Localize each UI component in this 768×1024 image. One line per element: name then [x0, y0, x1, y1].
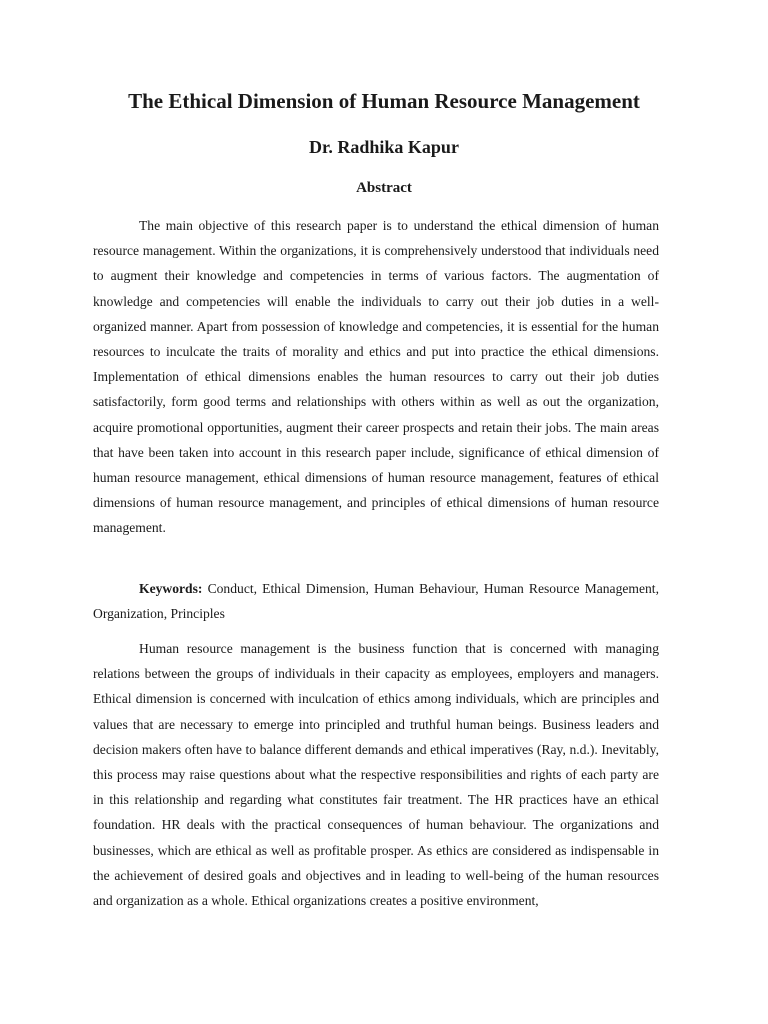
keywords-label: Keywords: — [139, 581, 203, 596]
abstract-paragraph: The main objective of this research paper is to understand the ethical dimension of human resource management. Within the organizations, it is comprehensively understood that individuals need to augment their knowledge and competencies in terms of various factors. The augmentation of knowledge and competencies will enable the individuals to carry out their job duties in a well-organized manner. Apart from possession of knowledge and competencies, it is essential for the human resources to inculcate the traits of morality and ethics and put into practice the ethical dimensions. Implementation of ethical dimensions enables the human resources to carry out their job duties satisfactorily, form good terms and relationships with others within as well as out the organization, acquire promotional opportunities, augment their career prospects and retain their jobs. The main areas that have been taken into account in this research paper include, significance of ethical dimension of human resource management, ethical dimensions of human resource management, features of ethical dimensions of human resource management, and principles of ethical dimensions of human resource management. — [93, 218, 659, 536]
body-paragraph: Human resource management is the business function that is concerned with managing relations between the groups of individuals in their capacity as employees, employers and managers. Ethical dimension is concerned with inculcation of ethics among individuals, which are principles and values that are necessary to emerge into principled and truthful human beings. Business leaders and decision makers often have to balance different demands and ethical imperatives (Ray, n.d.). Inevitably, this process may raise questions about what the respective responsibilities and rights of each party are in this relationship and regarding what constitutes fair treatment. The HR practices have an ethical foundation. HR deals with the practical consequences of human behaviour. The organizations and businesses, which are ethical as well as profitable prosper. As ethics are considered as indispensable in the achievement of desired goals and objectives and in leading to well-being of the human resources and organization as a whole. Ethical organizations creates a positive environment, — [93, 641, 659, 909]
keywords-paragraph — [93, 576, 659, 626]
keywords-list: Conduct, Ethical Dimension, Human Behaviour, Human Resource Management, Organization, Principles — [93, 581, 659, 622]
author-name: Dr. Radhika Kapur — [309, 137, 459, 157]
abstract-heading: Abstract — [356, 180, 412, 196]
paper-title: The Ethical Dimension of Human Resource Management — [128, 89, 640, 113]
